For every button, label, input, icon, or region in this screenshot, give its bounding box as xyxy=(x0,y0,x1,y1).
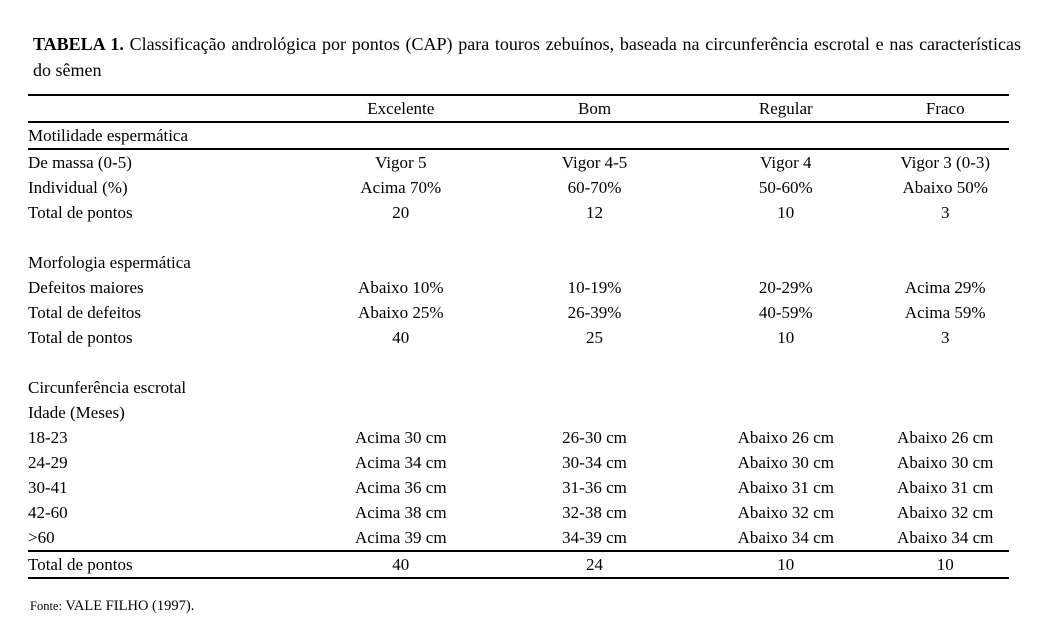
table-row xyxy=(28,300,1009,325)
table-header xyxy=(28,95,1009,122)
row-value: 32-38 cm xyxy=(562,503,627,522)
source-label: Fonte: xyxy=(30,598,62,613)
row-value: 20 xyxy=(392,203,410,222)
section-label: Morfologia espermática xyxy=(28,253,191,272)
row-value: 10-19% xyxy=(567,278,622,297)
row-label: Total de defeitos xyxy=(28,303,142,322)
row-value: Acima 38 cm xyxy=(354,503,447,522)
row-value: 34-39 cm xyxy=(562,528,627,547)
row-value: 26-30 cm xyxy=(562,428,627,447)
table-row xyxy=(28,175,1009,200)
row-value: 3 xyxy=(940,203,950,222)
table-row xyxy=(28,122,1009,149)
section-label: Motilidade espermática xyxy=(28,122,1009,149)
row-value: 10 xyxy=(881,551,1009,578)
row-value: 40 xyxy=(392,328,410,347)
source-text: VALE FILHO (1997). xyxy=(65,597,195,614)
section-label: Idade (Meses) xyxy=(28,403,125,422)
table-row xyxy=(28,275,1009,300)
row-value: 60-70% xyxy=(567,178,622,197)
row-value: 31-36 cm xyxy=(562,478,627,497)
row-value: 3 xyxy=(940,328,950,347)
row-value: Acima 70% xyxy=(360,178,442,197)
row-value: Acima 29% xyxy=(904,278,986,297)
row-value: Vigor 4 xyxy=(760,153,812,172)
row-value: Vigor 3 (0-3) xyxy=(900,153,991,172)
row-value: Abaixo 34 cm xyxy=(737,528,834,547)
row-value: Acima 39 cm xyxy=(354,528,447,547)
table-title-caption: Classificação andrológica por pontos (CAP) para touros zebuínos, baseada na circunferência escrotal e nas características do sêmen xyxy=(33,34,1021,80)
row-value: 40-59% xyxy=(758,303,813,322)
row-value: Abaixo 26 cm xyxy=(897,428,994,447)
table-spacer-row xyxy=(28,350,1009,375)
row-value: 10 xyxy=(777,328,795,347)
table-row xyxy=(28,250,1009,275)
row-label: Defeitos maiores xyxy=(28,278,144,297)
row-value: Abaixo 25% xyxy=(358,303,444,322)
cap-table xyxy=(28,94,1009,579)
row-value: 25 xyxy=(586,328,604,347)
row-label: 42-60 xyxy=(28,503,68,522)
row-label: Total de pontos xyxy=(28,203,133,222)
row-value: 10 xyxy=(777,203,795,222)
row-value: 50-60% xyxy=(758,178,813,197)
header-row xyxy=(28,95,1009,122)
row-value: Acima 59% xyxy=(904,303,986,322)
row-value: 40 xyxy=(303,551,499,578)
table-title-label: TABELA 1. xyxy=(33,34,124,54)
row-value: 30-34 cm xyxy=(562,453,627,472)
row-value: Abaixo 31 cm xyxy=(897,478,994,497)
table-row xyxy=(28,475,1009,500)
row-label: 30-41 xyxy=(28,478,68,497)
row-value: 26-39% xyxy=(567,303,622,322)
spacer-cell xyxy=(28,225,1009,250)
row-value: Acima 30 cm xyxy=(354,428,447,447)
table-row xyxy=(28,500,1009,525)
row-label: 24-29 xyxy=(28,453,68,472)
row-value: Abaixo 30 cm xyxy=(897,453,994,472)
table-row xyxy=(28,525,1009,551)
table-row xyxy=(28,325,1009,350)
section-label: Circunferência escrotal xyxy=(28,378,187,397)
header-regular: Regular xyxy=(690,95,881,122)
row-value: 20-29% xyxy=(758,278,813,297)
table-row xyxy=(28,400,1009,425)
row-value: Vigor 4-5 xyxy=(561,153,628,172)
row-label: Individual (%) xyxy=(28,178,128,197)
row-value: Abaixo 10% xyxy=(358,278,444,297)
row-label: >60 xyxy=(28,528,55,547)
row-value: 24 xyxy=(499,551,690,578)
table-row xyxy=(28,450,1009,475)
table-row xyxy=(28,200,1009,225)
row-label: Total de pontos xyxy=(28,328,133,347)
table-body xyxy=(28,122,1009,578)
row-value: Abaixo 50% xyxy=(902,178,988,197)
row-value: Abaixo 26 cm xyxy=(737,428,834,447)
header-corner xyxy=(28,95,303,122)
source-note xyxy=(30,596,194,616)
table-spacer-row xyxy=(28,225,1009,250)
table-row xyxy=(28,425,1009,450)
row-label: De massa (0-5) xyxy=(28,153,132,172)
row-label: Total de pontos xyxy=(28,551,303,578)
header-excelente: Excelente xyxy=(303,95,499,122)
row-value: Abaixo 30 cm xyxy=(737,453,834,472)
spacer-cell xyxy=(28,350,1009,375)
row-value: Acima 36 cm xyxy=(354,478,447,497)
row-label: 18-23 xyxy=(28,428,68,447)
header-fraco: Fraco xyxy=(881,95,1009,122)
row-value: Abaixo 32 cm xyxy=(897,503,994,522)
row-value: Abaixo 31 cm xyxy=(737,478,834,497)
row-value: 10 xyxy=(690,551,881,578)
table-row xyxy=(28,551,1009,578)
row-value: Abaixo 34 cm xyxy=(897,528,994,547)
header-bom: Bom xyxy=(499,95,690,122)
row-value: 12 xyxy=(586,203,604,222)
row-value: Vigor 5 xyxy=(375,153,427,172)
row-value: Acima 34 cm xyxy=(354,453,447,472)
row-value: Abaixo 32 cm xyxy=(737,503,834,522)
table-row xyxy=(28,149,1009,175)
table-title xyxy=(33,31,1021,83)
table-row xyxy=(28,375,1009,400)
